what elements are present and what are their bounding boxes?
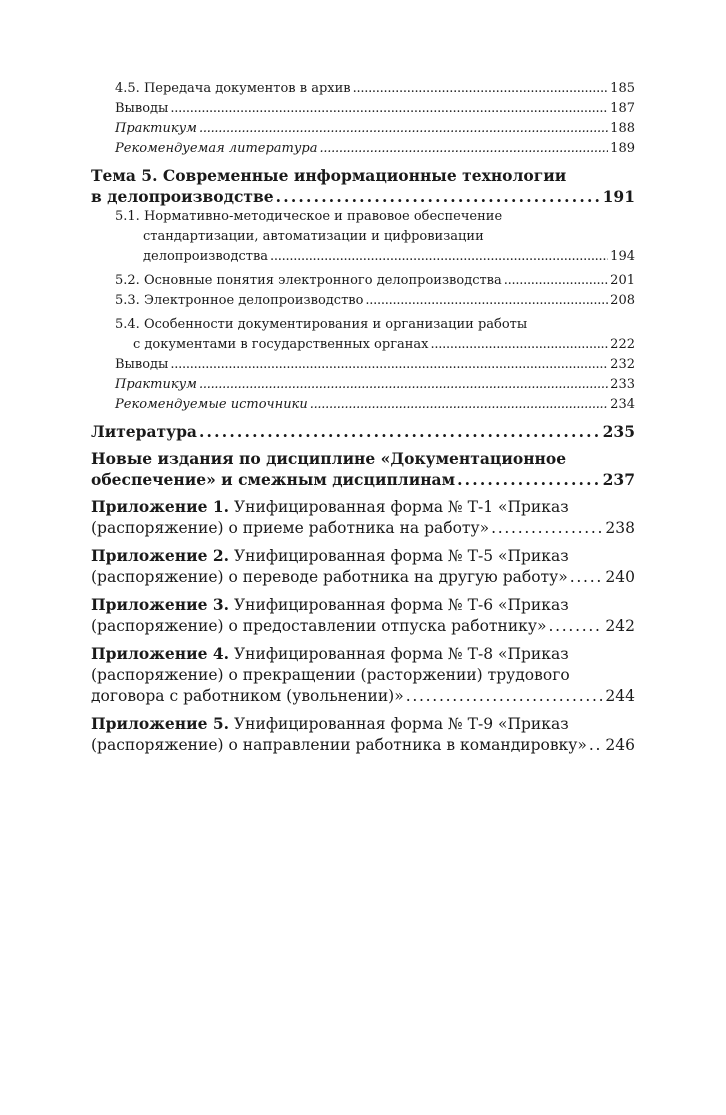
appendix-title: Унифицированная форма № Т-1 «Приказ [233, 498, 569, 516]
page-number: 191 [602, 187, 635, 206]
toc-entry-5-4[interactable] [91, 315, 635, 355]
toc-entry-title-cont: стандартизации, автоматизации и цифровизации [143, 229, 484, 244]
dot-leader [170, 355, 608, 375]
toc-entry-title: 5.4. Особенности документирования и организации работы [115, 317, 528, 332]
page-number: 222 [610, 337, 635, 352]
page-number: 232 [610, 357, 635, 372]
dot-leader [276, 186, 601, 207]
page-number: 242 [605, 617, 635, 635]
toc-entry-5-3[interactable] [91, 291, 635, 311]
toc-entry-title: Практикум [115, 121, 197, 136]
toc-appendix-1[interactable] [91, 496, 635, 539]
toc-heading-title-cont: обеспечение» и смежным дисциплинам [91, 470, 456, 489]
toc-entry-5-2[interactable] [91, 271, 635, 291]
toc-entry-title: Рекомендуемые источники [115, 397, 308, 412]
page-number: 237 [602, 470, 635, 489]
toc-entry-4-5[interactable] [91, 79, 635, 99]
toc-entry-title: Выводы [115, 101, 169, 116]
page-number: 234 [610, 397, 635, 412]
page-number: 201 [610, 273, 635, 288]
dot-leader [199, 421, 601, 442]
page-number: 235 [602, 422, 635, 441]
dot-leader [504, 271, 608, 291]
toc-topic-title: Тема 5. Современные информационные технологии [91, 166, 567, 185]
toc-entry-title: 5.2. Основные понятия электронного делопроизводства [115, 273, 502, 288]
appendix-label: Приложение 3. [91, 595, 230, 614]
dot-leader [589, 735, 604, 756]
toc-entry-title: 5.3. Электронное делопроизводство [115, 293, 364, 308]
appendix-label: Приложение 5. [91, 714, 230, 733]
page-number: 233 [610, 377, 635, 392]
toc-entry-practicum-5[interactable] [91, 375, 635, 395]
page-number: 185 [610, 81, 635, 96]
toc-entry-title: Рекомендуемая литература [115, 141, 318, 156]
toc-appendix-4[interactable] [91, 643, 635, 707]
toc-entry-title: Практикум [115, 377, 197, 392]
page-number: 240 [605, 568, 635, 586]
dot-leader [310, 395, 608, 415]
toc-entry-conclusions-4[interactable] [91, 99, 635, 119]
appendix-title-cont: договора с работником (увольнении)» [91, 687, 404, 705]
page-number: 244 [605, 687, 635, 705]
toc-entry-title-cont: с документами в государственных органах [133, 337, 429, 352]
toc-entry-sources-5[interactable] [91, 395, 635, 415]
dot-leader [570, 567, 604, 588]
dot-leader [406, 686, 604, 707]
appendix-title-cont: (распоряжение) о приеме работника на работу» [91, 519, 490, 537]
toc-literature[interactable] [91, 421, 635, 442]
toc-entry-literature-4[interactable] [91, 139, 635, 159]
appendix-title: Унифицированная форма № Т-5 «Приказ [233, 547, 569, 565]
page-number: 246 [605, 736, 635, 754]
toc-entry-title-cont: делопроизводства [143, 249, 269, 264]
appendix-label: Приложение 1. [91, 497, 230, 516]
dot-leader [353, 79, 609, 99]
toc-entry-practicum-4[interactable] [91, 119, 635, 139]
toc-topic-5[interactable] [91, 165, 635, 207]
appendix-title-cont: (распоряжение) о переводе работника на другую работу» [91, 568, 568, 586]
toc-appendix-5[interactable] [91, 713, 635, 756]
dot-leader [457, 469, 601, 490]
toc-heading-title: Новые издания по дисциплине «Документационное [91, 449, 567, 468]
page-number: 208 [610, 293, 635, 308]
toc-heading-title: Литература [91, 422, 197, 441]
appendix-title: Унифицированная форма № Т-9 «Приказ [233, 715, 569, 733]
appendix-title-cont: (распоряжение) о предоставлении отпуска работнику» [91, 617, 547, 635]
toc-entry-title: 5.1. Нормативно-методическое и правовое обеспечение [115, 209, 503, 224]
toc-entry-title: Выводы [115, 357, 169, 372]
page-number: 187 [610, 101, 635, 116]
toc-appendix-2[interactable] [91, 545, 635, 588]
page-number: 189 [610, 141, 635, 156]
dot-leader [199, 375, 608, 395]
appendix-title: Унифицированная форма № Т-8 «Приказ [233, 645, 569, 663]
dot-leader [431, 335, 609, 355]
dot-leader [320, 139, 609, 159]
page-number: 238 [605, 519, 635, 537]
dot-leader [491, 518, 603, 539]
page-number: 194 [610, 249, 635, 264]
toc-entry-title: 4.5. Передача документов в архив [115, 81, 351, 96]
toc-topic-title-cont: в делопроизводстве [91, 187, 274, 206]
table-of-contents [91, 79, 635, 756]
dot-leader [270, 247, 608, 267]
page-number: 188 [610, 121, 635, 136]
appendix-title-cont: (распоряжение) о прекращении (расторжении) трудового [91, 666, 570, 684]
dot-leader [365, 291, 608, 311]
appendix-label: Приложение 2. [91, 546, 230, 565]
dot-leader [170, 99, 608, 119]
appendix-label: Приложение 4. [91, 644, 230, 663]
toc-entry-conclusions-5[interactable] [91, 355, 635, 375]
appendix-title-cont: (распоряжение) о направлении работника в командировку» [91, 736, 587, 754]
toc-entry-5-1[interactable] [91, 207, 635, 267]
dot-leader [199, 119, 608, 139]
dot-leader [548, 616, 603, 637]
toc-new-editions[interactable] [91, 448, 635, 490]
toc-appendix-3[interactable] [91, 594, 635, 637]
appendix-title: Унифицированная форма № Т-6 «Приказ [233, 596, 569, 614]
